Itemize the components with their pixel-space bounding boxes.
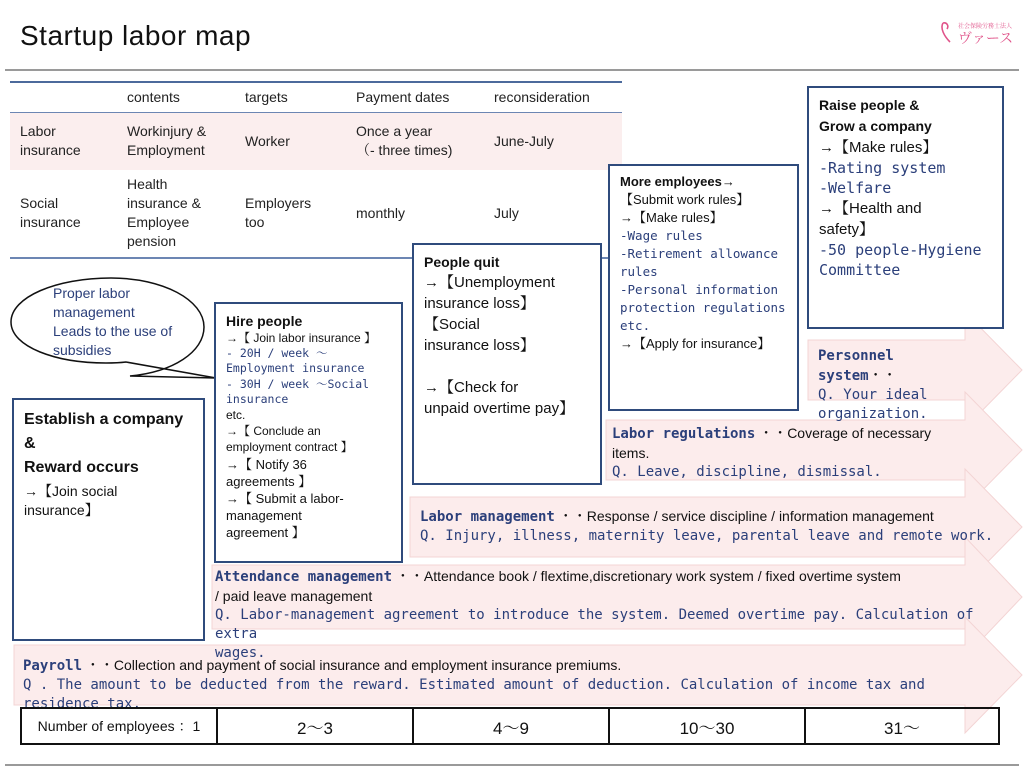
payroll-label [23,656,1003,714]
labor-management-label [420,507,1000,546]
page-title: Startup labor map [20,20,252,51]
table-header-row [10,82,622,112]
table-header-cell: targets [245,88,288,105]
footer-divider [5,764,1019,766]
grow-title: Raise people & Grow a company [819,97,932,134]
grow-line: →【Make rules】 [819,139,938,156]
grow-line: →【Health and safety】 [819,200,922,238]
attendance-question: Q. Labor-management agreement to introduce the system. Deemed overtime pay. Calculation of extra wages. [215,607,974,661]
attendance-desc: Attendance book / flextime,discretionary work system / fixed overtime system / paid leave management [215,568,901,604]
table-header-cell: contents [127,88,180,105]
table-header-cell: Payment dates [356,88,450,105]
regulations-dots: ・・ [755,425,788,441]
attendance-title: Attendance management [215,569,393,585]
management-dots: ・・ [554,508,587,524]
grow-company-box [807,86,1004,329]
establish-body: →【Join social insurance】 [24,483,118,518]
hire-line: →【 Conclude an employment contract 】 [226,424,353,454]
employee-count-cell: 2〜3 [218,709,414,743]
payroll-dots: ・・ [82,657,114,673]
hire-line: →【 Notify 36 agreements 】 [226,457,312,489]
hire-line: →【 Submit a labor- management agreement 】 [226,491,344,540]
table-header-cell [10,82,117,112]
more-line: 【Submit work rules】 [620,192,750,207]
table-cell: Social insurance [20,195,81,230]
payroll-desc: Collection and payment of social insurance and employment insurance premiums. [113,657,622,673]
table-cell: Once a year （- three times) [346,112,484,170]
table-header-border [10,112,622,113]
payroll-question: Q . The amount to be deducted from the reward. Estimated amount of deduction. Calculation of income tax and residence tax. [23,677,925,712]
table-cell: Health insurance & Employee pension [127,176,201,249]
attendance-dots: ・・ [392,568,424,584]
more-title: More employees→ [620,174,735,189]
speech-bubble-text: Proper labor management Leads to the use of subsidies [53,285,173,358]
quit-body: →【Unemployment insurance loss】 【Social insurance loss】 →【Check for unpaid overtime pay】 [424,274,575,417]
regulations-title: Labor regulations [612,426,756,442]
grow-line: -Rating system -Welfare [819,159,946,197]
more-line: →【Make rules】 [620,210,723,225]
employee-count-cell: Number of employees ：1 [22,709,218,743]
personnel-dots: ・・ [868,367,897,383]
table-cell: Labor insurance [10,112,117,170]
grow-line: -50 people-Hygiene Committee [819,241,982,279]
hire-line: →【 Join labor insurance 】 [226,331,377,345]
employee-count-cell: 10〜30 [610,709,806,743]
hire-line: - 20H / week 〜 Employment insurance [226,346,365,375]
more-employees-box [608,164,799,411]
labor-regulations-label [612,424,972,482]
employee-count-cell: 31〜 [884,718,920,738]
attendance-management-label [215,567,995,663]
logo-text: ヴァース [958,30,1014,46]
personnel-title: Personnel system [818,348,894,384]
regulations-desc: Coverage of necessary items. [612,425,932,461]
table-cell: July [494,204,519,221]
quit-title: People quit [424,254,500,270]
table-cell: Employers too [245,195,312,230]
regulations-question: Q. Leave, discipline, dismissal. [612,464,882,480]
insurance-table [10,82,622,256]
management-title: Labor management [420,509,555,525]
table-cell: June-July [484,112,622,170]
table-cell: Worker [235,112,346,170]
hire-people-box [214,302,403,563]
personnel-system-label [818,346,968,424]
hire-line: etc. [226,408,246,422]
table-row [10,112,622,170]
more-line: -Wage rules -Retirement allowance rules -Personal information protection regulations etc. [620,228,786,333]
more-line: →【Apply for insurance】 [620,336,771,351]
personnel-question: Q. Your ideal organization. [818,387,928,422]
table-cell: monthly [356,204,406,221]
management-desc: Response / service discipline / information management [586,508,934,524]
establish-company-box [12,398,205,641]
management-question: Q. Injury, illness, maternity leave, parental leave and remote work. [420,528,994,544]
employee-count-bar [20,707,1000,745]
table-header-cell: reconsideration [494,88,590,105]
employee-count-cell: 4〜9 [414,709,610,743]
payroll-title: Payroll [23,658,83,674]
table-cell: Workinjury & Employment [117,112,235,170]
people-quit-box [412,243,602,485]
establish-title: Establish a company & Reward occurs [24,411,184,476]
hire-line: - 30H / week 〜Social insurance [226,377,370,406]
hire-title: Hire people [226,313,303,329]
logo-small-text: 社会保険労務士法人 [958,24,1013,30]
